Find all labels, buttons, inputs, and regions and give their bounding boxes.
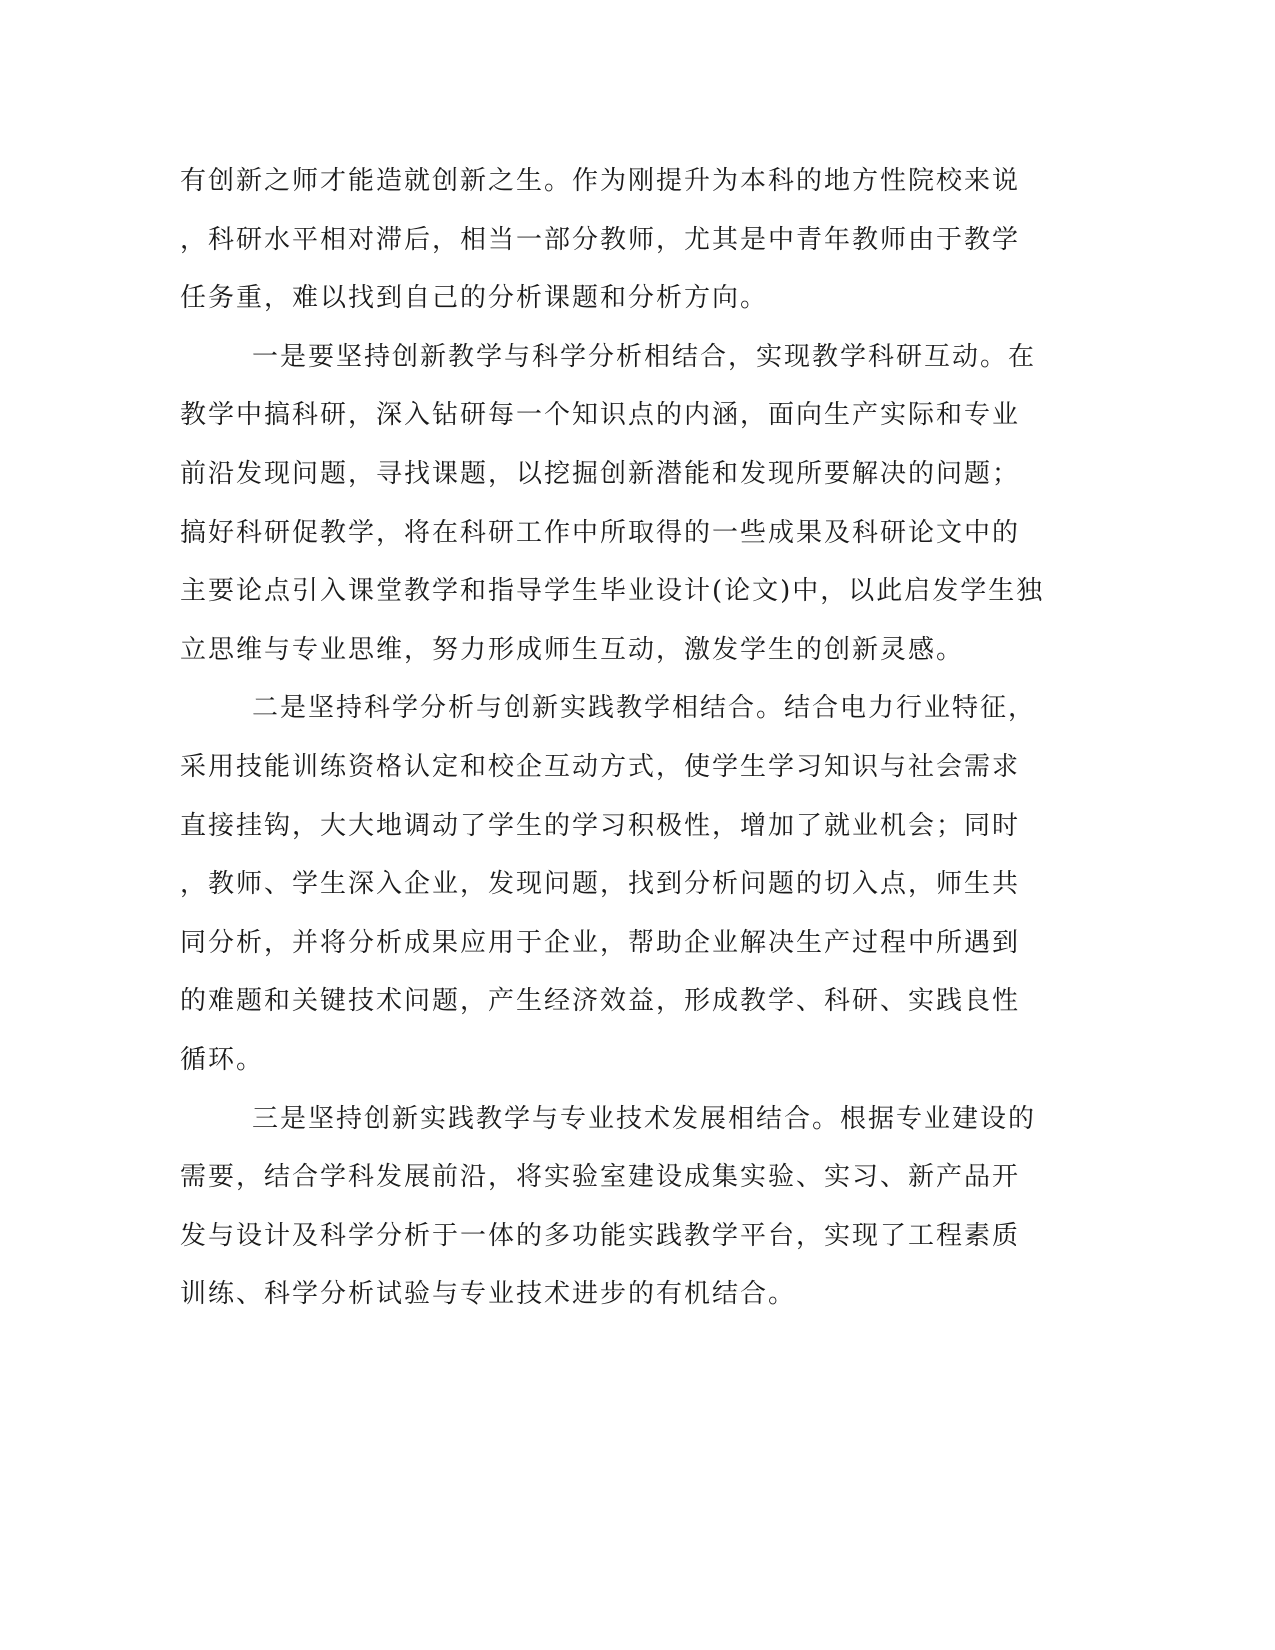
text-line: 任务重，难以找到自己的分析课题和分析方向。 bbox=[180, 283, 769, 314]
text-line: 前沿发现问题，寻找课题，以挖掘创新潜能和发现所要解决的问题； bbox=[180, 458, 1021, 489]
text-line: 同分析，并将分析成果应用于企业，帮助企业解决生产过程中所遇到 bbox=[180, 927, 1021, 958]
text-line: ，教师、学生深入企业，发现问题，找到分析问题的切入点，师生共 bbox=[180, 869, 1021, 900]
paragraph-first-line: 三是坚持创新实践教学与专业技术发展相结合。根据专业建设的 bbox=[252, 1103, 1037, 1134]
text-line: 主要论点引入课堂教学和指导学生毕业设计(论文)中，以此启发学生独 bbox=[180, 576, 1045, 607]
body-text bbox=[180, 152, 1045, 1324]
text-line: 循环。 bbox=[180, 1044, 265, 1075]
text-line: 的难题和关键技术问题，产生经济效益，形成教学、科研、实践良性 bbox=[180, 986, 1021, 1017]
text-line: 搞好科研促教学，将在科研工作中所取得的一些成果及科研论文中的 bbox=[180, 517, 1021, 548]
text-line: 采用技能训练资格认定和校企互动方式，使学生学习知识与社会需求 bbox=[180, 751, 1021, 782]
text-line: 教学中搞科研，深入钻研每一个知识点的内涵，面向生产实际和专业 bbox=[180, 400, 1021, 431]
text-line: 直接挂钩，大大地调动了学生的学习积极性，增加了就业机会；同时 bbox=[180, 810, 1021, 841]
text-line: ，科研水平相对滞后，相当一部分教师，尤其是中青年教师由于教学 bbox=[180, 224, 1021, 255]
paragraph-first-line: 一是要坚持创新教学与科学分析相结合，实现教学科研互动。在 bbox=[252, 341, 1037, 372]
text-line: 有创新之师才能造就创新之生。作为刚提升为本科的地方性院校来说 bbox=[180, 166, 1021, 196]
text-line: 需要，结合学科发展前沿，将实验室建设成集实验、实习、新产品开 bbox=[180, 1162, 1021, 1193]
text-line: 训练、科学分析试验与专业技术进步的有机结合。 bbox=[180, 1279, 797, 1310]
paragraph-first-line: 二是坚持科学分析与创新实践教学相结合。结合电力行业特征， bbox=[252, 693, 1037, 724]
text-line: 立思维与专业思维，努力形成师生互动，激发学生的创新灵感。 bbox=[180, 634, 965, 665]
text-line: 发与设计及科学分析于一体的多功能实践教学平台，实现了工程素质 bbox=[180, 1220, 1021, 1251]
